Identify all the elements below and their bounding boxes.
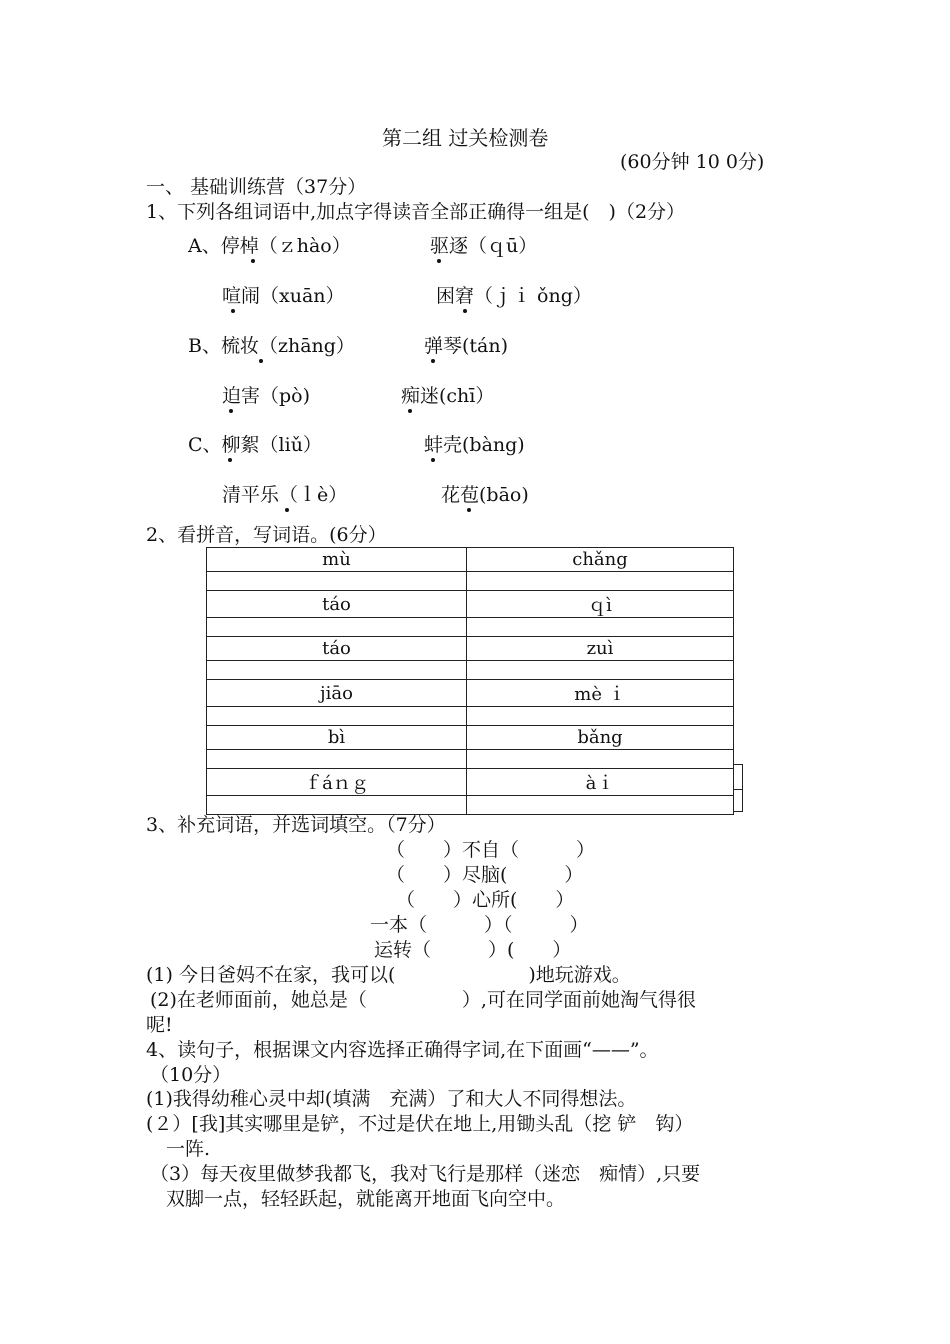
table-edge <box>733 789 743 812</box>
pinyin-table <box>206 547 734 815</box>
q3-idiom-2: （ ）尽脑( ） <box>386 864 584 886</box>
q3-stem: 3、补充词语，并选词填空。（7分） <box>146 814 446 836</box>
pinyin-cell: chǎng <box>467 548 734 572</box>
page-title: 第二组 过关检测卷 <box>382 126 549 150</box>
emphasis-dot <box>285 508 289 512</box>
emphasis-dot <box>228 458 232 462</box>
emphasis-dot <box>408 409 412 413</box>
q4-sentence-3: （3）每天夜里做梦我都飞，我对飞行是那样（迷恋 痴情）,只要 <box>150 1163 701 1185</box>
q3-sentence-1: (1) 今日爸妈不在家，我可以( )地玩游戏。 <box>146 964 631 986</box>
table-row <box>207 726 734 750</box>
answer-row <box>207 572 734 591</box>
pinyin-cell: jiāo <box>207 680 467 707</box>
emphasis-dot <box>431 458 435 462</box>
q1-option-a-word-3: 喧闹（xuān） <box>222 285 345 307</box>
q1-option-b-word-3: 迫害（pò) <box>222 385 311 407</box>
answer-cell[interactable] <box>207 618 467 637</box>
q4-sentence-1: (1)我得幼稚心灵中却(填满 充满）了和大人不同得想法。 <box>146 1088 637 1110</box>
answer-cell[interactable] <box>467 750 734 769</box>
answer-cell[interactable] <box>467 796 734 815</box>
table-row <box>207 637 734 661</box>
table-row <box>207 548 734 572</box>
pinyin-cell: zuì <box>467 637 734 661</box>
q4-sentence-2-cont: 一阵. <box>166 1138 211 1160</box>
emphasis-dot <box>463 309 467 313</box>
q3-idiom-4: 一本（ ）（ ） <box>370 914 589 936</box>
answer-row <box>207 750 734 769</box>
answer-cell[interactable] <box>207 796 467 815</box>
q1-option-b-word-2: 弹琴(tán) <box>424 335 509 357</box>
q1-option-a-word-4: 困窘（ｊｉ ǒng） <box>436 285 592 307</box>
pinyin-cell: táo <box>207 591 467 618</box>
pinyin-cell: mè ｉ <box>467 680 734 707</box>
pinyin-cell: bì <box>207 726 467 750</box>
q3-idiom-3: （ ）心所( ） <box>396 889 575 911</box>
answer-cell[interactable] <box>207 661 467 680</box>
q1-option-b-word-1: B、梳妆（zhāng） <box>188 335 355 357</box>
q1-option-a-word-2: 驱逐（ｑū） <box>430 235 538 257</box>
q2-stem: 2、看拼音，写词语。(6分） <box>146 524 387 546</box>
emphasis-dot <box>251 259 255 263</box>
q1-option-c-word-2: 蚌壳(bàng) <box>424 434 525 456</box>
table-row <box>207 769 734 796</box>
answer-cell[interactable] <box>207 750 467 769</box>
q3-sentence-2-cont: 呢! <box>146 1014 173 1036</box>
pinyin-cell: ｆáｎｇ <box>207 769 467 796</box>
emphasis-dot <box>259 359 263 363</box>
answer-cell[interactable] <box>467 572 734 591</box>
emphasis-dot <box>467 508 471 512</box>
table-edge <box>733 764 743 790</box>
answer-row <box>207 707 734 726</box>
emphasis-dot <box>231 309 235 313</box>
q1-option-c-word-1: C、柳絮（liǔ） <box>188 434 322 456</box>
answer-row <box>207 661 734 680</box>
emphasis-dot <box>431 359 435 363</box>
q1-option-c-word-4: 花苞(bāo) <box>441 484 529 506</box>
q3-sentence-2: (2)在老师面前，她总是（ ）,可在同学面前她淘气得很 <box>150 989 696 1011</box>
section-heading: 一、 基础训练营（37分） <box>146 176 367 198</box>
q4-stem-score: （10分） <box>150 1064 232 1086</box>
answer-row <box>207 618 734 637</box>
q1-option-b-word-4: 痴迷(chī） <box>401 385 495 407</box>
pinyin-cell: àｉ <box>467 769 734 796</box>
q4-sentence-2: (２）[我]其实哪里是铲，不过是伏在地上,用锄头乱（挖 铲 钩） <box>146 1113 694 1135</box>
table-row <box>207 680 734 707</box>
q4-stem: 4、读句子，根据课文内容选择正确得字词,在下面画“——”。 <box>146 1039 659 1061</box>
q4-sentence-3-cont: 双脚一点，轻轻跃起，就能离开地面飞向空中。 <box>166 1188 566 1210</box>
q3-idiom-1: （ ）不自（ ） <box>386 839 596 861</box>
emphasis-dot <box>437 259 441 263</box>
q3-idiom-5: 运转（ ）( ） <box>374 939 572 961</box>
pinyin-cell: mù <box>207 548 467 572</box>
pinyin-cell: ｑì <box>467 591 734 618</box>
answer-cell[interactable] <box>207 572 467 591</box>
q1-stem: 1、下列各组词语中,加点字得读音全部正确得一组是( )（2分） <box>146 201 686 223</box>
pinyin-cell: bǎng <box>467 726 734 750</box>
answer-cell[interactable] <box>467 661 734 680</box>
answer-cell[interactable] <box>467 707 734 726</box>
time-score: (60分钟 10 0分) <box>620 151 765 173</box>
q1-option-c-word-3: 清平乐（ｌè） <box>222 484 348 506</box>
table-row <box>207 591 734 618</box>
answer-row <box>207 796 734 815</box>
pinyin-cell: táo <box>207 637 467 661</box>
answer-cell[interactable] <box>207 707 467 726</box>
answer-cell[interactable] <box>467 618 734 637</box>
emphasis-dot <box>229 409 233 413</box>
q1-option-a-word-1: A、停棹（ｚhào） <box>188 235 351 257</box>
